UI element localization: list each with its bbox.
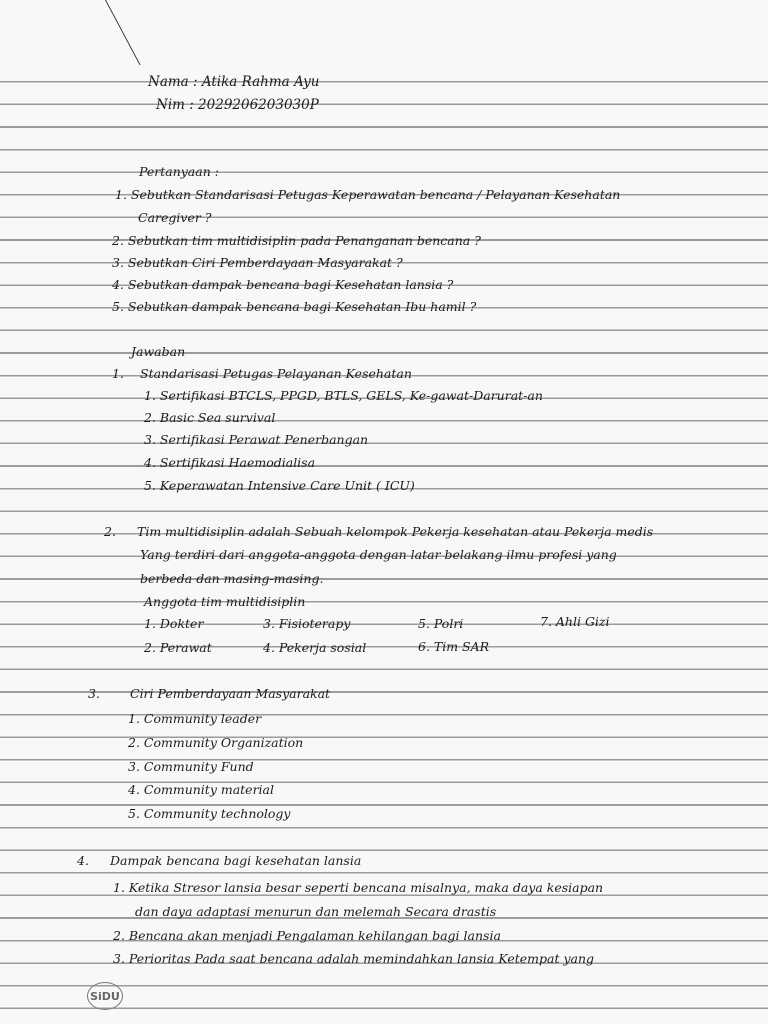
list-item: 2. Basic Sea survival bbox=[144, 410, 276, 425]
answer-1-heading: Standarisasi Petugas Pelayanan Kesehatan bbox=[140, 366, 412, 381]
student-name: Nama : Atika Rahma Ayu bbox=[148, 74, 320, 90]
answers-title: Jawaban bbox=[131, 344, 186, 359]
list-item: 5. Keperawatan Intensive Care Unit ( ICU) bbox=[144, 478, 415, 493]
list-item: 2. Perawat bbox=[144, 640, 212, 655]
list-item: 3. Sertifikasi Perawat Penerbangan bbox=[144, 432, 369, 447]
list-item: 5. Community technology bbox=[128, 806, 291, 821]
question-5: 5. Sebutkan dampak bencana bagi Kesehatan Ibu hamil ? bbox=[112, 299, 477, 314]
list-item: 7. Ahli Gizi bbox=[540, 614, 610, 629]
answer-2-subheading: Anggota tim multidisiplin bbox=[144, 594, 306, 609]
answer-2-line-1: Tim multidisiplin adalah Sebuah kelompok Pekerja kesehatan atau Pekerja medis bbox=[137, 524, 654, 539]
answer-3-heading: Ciri Pemberdayaan Masyarakat bbox=[130, 686, 331, 701]
list-item: 1. Community leader bbox=[128, 711, 262, 726]
list-item: 2. Community Organization bbox=[128, 735, 304, 750]
student-nim: Nim : 2029206203030P bbox=[156, 97, 319, 113]
list-item: 3. Community Fund bbox=[128, 759, 254, 774]
list-item: 1. Sertifikasi BTCLS, PPGD, BTLS, GELS, Ke-gawat-Darurat-an bbox=[144, 388, 543, 403]
question-1: 1. Sebutkan Standarisasi Petugas Keperawatan bencana / Pelayanan Kesehatan bbox=[115, 187, 621, 202]
list-item: 4. Community material bbox=[128, 782, 275, 797]
answer-4-line-1: 1. Ketika Stresor lansia besar seperti bencana misalnya, maka daya kesiapan bbox=[113, 880, 604, 895]
answer-2-line-3: berbeda dan masing-masing. bbox=[140, 571, 324, 586]
question-1-cont: Caregiver ? bbox=[138, 210, 212, 225]
question-3: 3. Sebutkan Ciri Pemberdayaan Masyarakat ? bbox=[112, 255, 403, 270]
answer-4-line-2: dan daya adaptasi menurun dan melemah Secara drastis bbox=[135, 904, 497, 919]
answer-2-line-2: Yang terdiri dari anggota-anggota dengan latar belakang ilmu profesi yang bbox=[140, 547, 617, 562]
question-2: 2. Sebutkan tim multidisiplin pada Penanganan bencana ? bbox=[112, 233, 481, 248]
questions-title: Pertanyaan : bbox=[139, 164, 219, 179]
list-item: 1. Dokter bbox=[144, 616, 204, 631]
list-item: 3. Fisioterapy bbox=[263, 616, 351, 631]
sidu-watermark-logo: SiDU bbox=[87, 982, 123, 1010]
question-4: 4. Sebutkan dampak bencana bagi Kesehatan lansia ? bbox=[112, 277, 454, 292]
answer-2-number: 2. bbox=[104, 524, 116, 539]
answer-4-heading: Dampak bencana bagi kesehatan lansia bbox=[110, 853, 362, 868]
list-item: 5. Polri bbox=[418, 616, 464, 631]
answer-4-line-3: 2. Bencana akan menjadi Pengalaman kehilangan bagi lansia bbox=[113, 928, 501, 943]
answer-1-number: 1. bbox=[112, 366, 124, 381]
list-item: 6. Tim SAR bbox=[418, 639, 490, 654]
answer-4-line-4: 3. Perioritas Pada saat bencana adalah memindahkan lansia Ketempat yang bbox=[113, 951, 595, 966]
list-item: 4. Pekerja sosial bbox=[263, 640, 367, 655]
answer-3-number: 3. bbox=[88, 686, 100, 701]
list-item: 4. Sertifikasi Haemodialisa bbox=[144, 455, 316, 470]
answer-4-number: 4. bbox=[77, 853, 89, 868]
